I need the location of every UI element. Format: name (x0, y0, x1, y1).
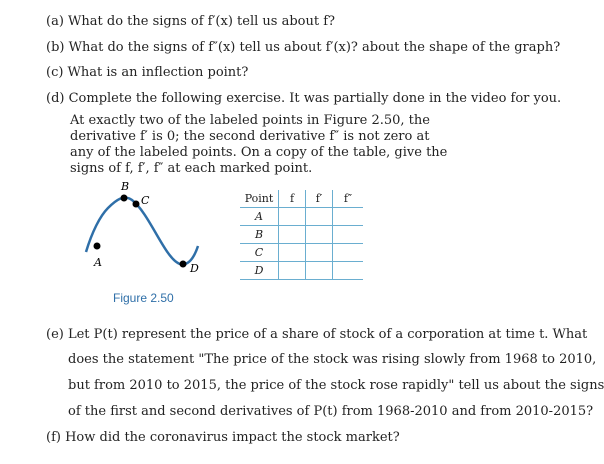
question-b: (b) What do the signs of f″(x) tell us about f′(x)? about the shape of the graph? (46, 40, 561, 55)
label-c: C (141, 194, 150, 207)
question-e-line: does the statement "The price of the stock was rising slowly from 1968 to 2010, (68, 352, 597, 367)
answer-cell[interactable] (306, 226, 333, 244)
answer-cell[interactable] (333, 262, 364, 280)
table-row (240, 208, 363, 226)
question-e-line: but from 2010 to 2015, the price of the stock rose rapidly" tell us about the signs (68, 378, 604, 393)
answer-cell[interactable] (279, 208, 306, 226)
point-c-dot (133, 201, 140, 208)
label-d: D (190, 262, 199, 275)
function-curve (86, 198, 198, 265)
answer-cell[interactable] (279, 244, 306, 262)
answer-cell[interactable] (333, 244, 364, 262)
table-row (240, 244, 363, 262)
answer-cell[interactable] (333, 208, 364, 226)
row-label: D (240, 262, 279, 280)
label-b: B (121, 180, 130, 193)
exercise-line: any of the labeled points. On a copy of the table, give the (70, 145, 448, 160)
figure-graph (70, 180, 220, 284)
exercise-line: At exactly two of the labeled points in Figure 2.50, the (70, 113, 430, 128)
answer-cell[interactable] (306, 262, 333, 280)
table-row (240, 262, 363, 280)
answer-cell[interactable] (279, 262, 306, 280)
table-header: f″ (333, 190, 364, 208)
exercise-text (70, 113, 448, 177)
answer-cell[interactable] (333, 226, 364, 244)
question-f: (f) How did the coronavirus impact the stock market? (46, 430, 400, 445)
answer-cell[interactable] (306, 208, 333, 226)
table-header: f′ (306, 190, 333, 208)
signs-table (240, 190, 363, 280)
row-label: B (240, 226, 279, 244)
point-a-dot (94, 243, 101, 250)
row-label: A (240, 208, 279, 226)
exercise-line: signs of f, f′, f″ at each marked point. (70, 161, 313, 176)
table-header: f (279, 190, 306, 208)
question-a: (a) What do the signs of f′(x) tell us about f? (46, 14, 335, 29)
question-c: (c) What is an inflection point? (46, 65, 249, 80)
answer-cell[interactable] (306, 244, 333, 262)
question-e-line: of the first and second derivatives of P(t) from 1968-2010 and from 2010-2015? (68, 404, 594, 419)
question-d: (d) Complete the following exercise. It was partially done in the video for you. (46, 91, 562, 106)
table-row (240, 226, 363, 244)
point-b-dot (121, 195, 128, 202)
figure-caption: Figure 2.50 (113, 291, 174, 305)
table-header: Point (240, 190, 279, 208)
row-label: C (240, 244, 279, 262)
answer-cell[interactable] (279, 226, 306, 244)
point-d-dot (180, 261, 187, 268)
label-a: A (94, 256, 102, 269)
exercise-line: derivative f′ is 0; the second derivative f″ is not zero at (70, 129, 430, 144)
question-e: (e) Let P(t) represent the price of a share of stock of a corporation at time t. What (46, 327, 588, 342)
